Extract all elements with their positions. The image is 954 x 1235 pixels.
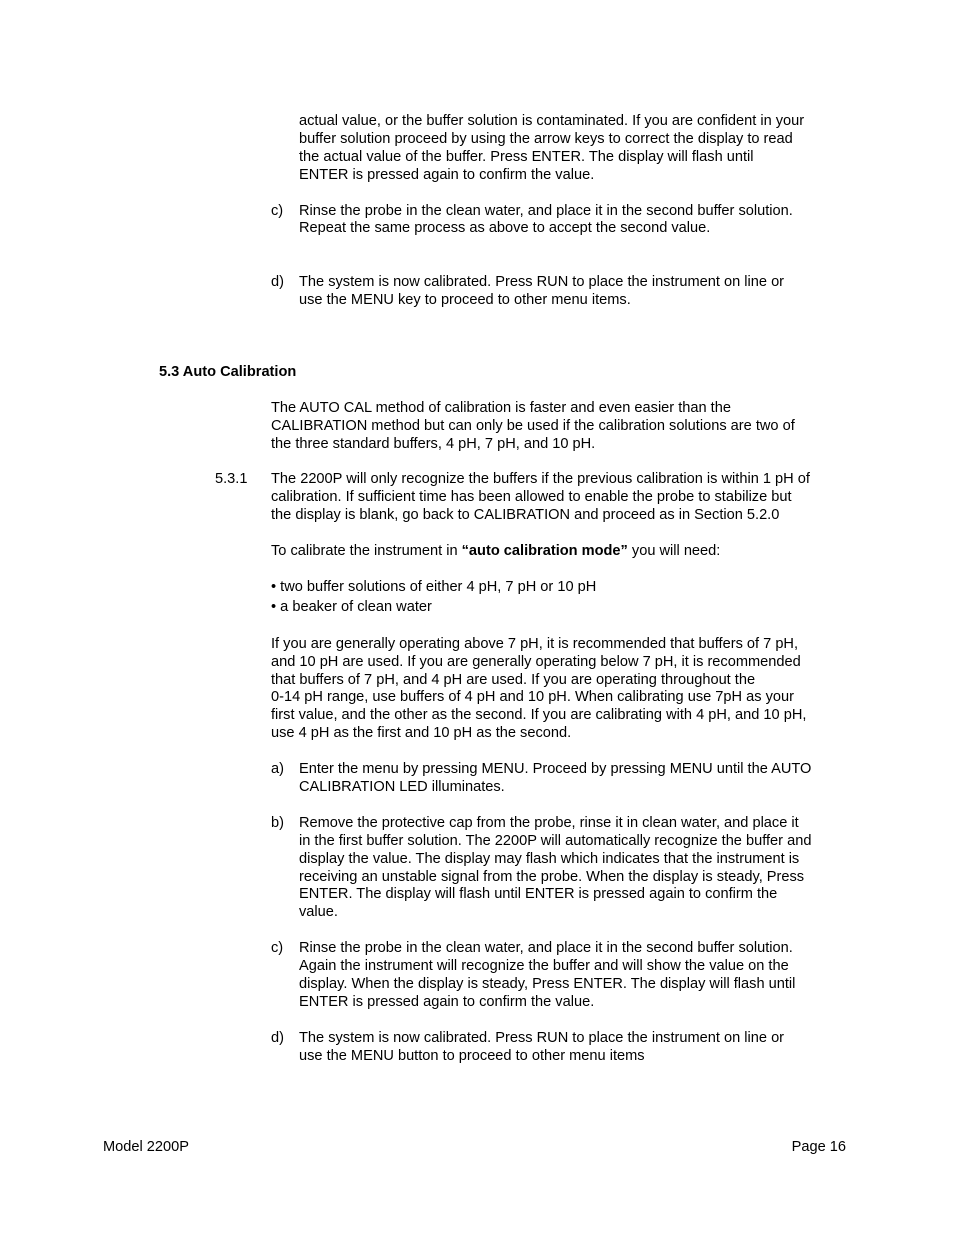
subsection-line: calibration. If sufficient time has been allowed to enable the probe to stabilize but [271, 489, 792, 505]
continuation-line: buffer solution proceed by using the arrow keys to correct the display to read [299, 131, 793, 147]
section-heading: 5.3 Auto Calibration [159, 364, 297, 380]
step-line: ENTER is pressed again to confirm the value. [299, 994, 595, 1010]
step-marker: c) [271, 940, 284, 956]
step-line: Remove the protective cap from the probe, rinse it in clean water, and place it [299, 815, 799, 831]
step-line: display. When the display is steady, Press ENTER. The display will flash until [299, 976, 796, 992]
step-line: value. [299, 904, 338, 920]
step-marker: a) [271, 761, 284, 777]
intro-line: The AUTO CAL method of calibration is faster and even easier than the [271, 400, 731, 416]
step-marker: d) [271, 1030, 284, 1046]
subsection-number: 5.3.1 [215, 471, 248, 487]
step-marker: b) [271, 815, 284, 831]
continuation-line: actual value, or the buffer solution is contaminated. If you are confident in your [299, 113, 805, 129]
bullet-item: • two buffer solutions of either 4 pH, 7 pH or 10 pH [271, 579, 597, 595]
recommend-line: that buffers of 7 pH, and 4 pH are used. If you are operating throughout the [271, 672, 756, 688]
step-line: display the value. The display may flash which indicates that the instrument is [299, 851, 800, 867]
requirements-mode: “auto calibration mode” [461, 543, 628, 559]
footer-page-number: Page 16 [791, 1139, 846, 1155]
step-line: The system is now calibrated. Press RUN to place the instrument on line or [299, 1030, 785, 1046]
recommend-line: 0-14 pH range, use buffers of 4 pH and 10 pH. When calibrating use 7pH as your [271, 689, 794, 705]
step-line: Repeat the same process as above to accept the second value. [299, 220, 711, 236]
step-marker: d) [271, 274, 284, 290]
step-line: Rinse the probe in the clean water, and place it in the second buffer solution. [299, 203, 793, 219]
step-line: receiving an unstable signal from the probe. When the display is steady, Press [299, 869, 805, 885]
requirements-suffix: you will need: [627, 543, 721, 559]
intro-line: the three standard buffers, 4 pH, 7 pH, and 10 pH. [271, 436, 596, 452]
recommend-line: first value, and the other as the second. If you are calibrating with 4 pH, and 10 pH, [271, 707, 807, 723]
requirements-intro [271, 542, 720, 560]
subsection-line: The 2200P will only recognize the buffers if the previous calibration is within 1 pH of [271, 471, 810, 487]
recommend-line: If you are generally operating above 7 pH, it is recommended that buffers of 7 pH, [271, 636, 799, 652]
step-line: Rinse the probe in the clean water, and place it in the second buffer solution. [299, 940, 793, 956]
step-line: Again the instrument will recognize the buffer and will show the value on the [299, 958, 789, 974]
subsection-line: the display is blank, go back to CALIBRATION and proceed as in Section 5.2.0 [271, 507, 780, 523]
requirements-prefix: To calibrate the instrument in [271, 543, 462, 559]
step-line: in the first buffer solution. The 2200P will automatically recognize the buffer and [299, 833, 812, 849]
step-line: Enter the menu by pressing MENU. Proceed by pressing MENU until the AUTO [299, 761, 812, 777]
continuation-line: ENTER is pressed again to confirm the value. [299, 167, 595, 183]
intro-line: CALIBRATION method but can only be used if the calibration solutions are two of [271, 418, 795, 434]
step-marker: c) [271, 203, 284, 219]
continuation-line: the actual value of the buffer. Press ENTER. The display will flash until [299, 149, 754, 165]
step-line: CALIBRATION LED illuminates. [299, 779, 505, 795]
recommend-line: and 10 pH are used. If you are generally operating below 7 pH, it is recommended [271, 654, 801, 670]
step-line: use the MENU key to proceed to other menu items. [299, 292, 631, 308]
recommend-line: use 4 pH as the first and 10 pH as the second. [271, 725, 572, 741]
footer-model: Model 2200P [103, 1139, 190, 1155]
step-line: use the MENU button to proceed to other menu items [299, 1048, 645, 1064]
step-line: The system is now calibrated. Press RUN to place the instrument on line or [299, 274, 785, 290]
bullet-item: • a beaker of clean water [271, 599, 432, 615]
step-line: ENTER. The display will flash until ENTER is pressed again to confirm the [299, 886, 778, 902]
